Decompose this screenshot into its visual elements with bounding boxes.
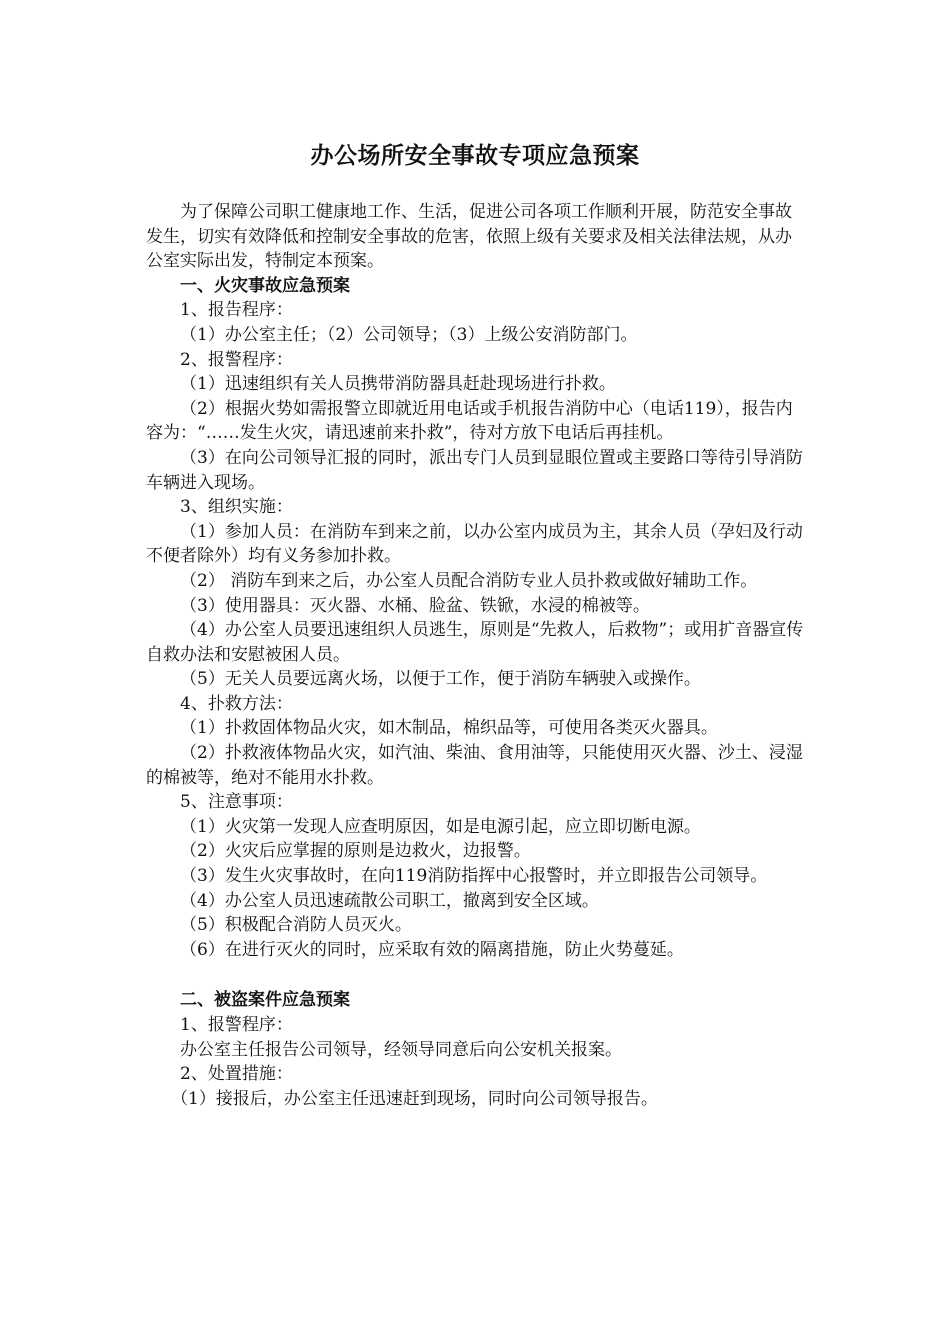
document-paragraph: 5、注意事项： — [180, 792, 293, 813]
document-paragraph: （6）在进行灭火的同时，应采取有效的隔离措施，防止火势蔓延。 — [180, 939, 684, 960]
document-paragraph: 1、报告程序： — [180, 300, 293, 321]
document-body — [146, 200, 806, 1111]
document-paragraph: （3）在向公司领导汇报的同时，派出专门人员到显眼位置或主要路口等待引导消防车辆进入现场。 — [146, 447, 803, 493]
document-paragraph: （3）发生火灾事故时，在向119消防指挥中心报警时，并立即报告公司领导。 — [180, 866, 768, 887]
document-paragraph: （4）办公室人员迅速疏散公司职工，撤离到安全区域。 — [180, 890, 599, 911]
document-paragraph: （2） 消防车到来之后，办公室人员配合消防专业人员扑救或做好辅助工作。 — [180, 570, 758, 591]
document-paragraph: 2、报警程序： — [180, 349, 293, 370]
document-paragraph: （1）接报后，办公室主任迅速赶到现场，同时向公司领导报告。 — [171, 1088, 658, 1109]
document-paragraph: （1）扑救固体物品火灾，如木制品，棉织品等，可使用各类灭火器具。 — [180, 718, 718, 739]
document-paragraph: （2）扑救液体物品火灾，如汽油、柴油、食用油等，只能使用灭火器、沙土、浸湿的棉被等，绝对不能用水扑救。 — [146, 743, 803, 788]
document-paragraph: （2）火灾后应掌握的原则是边救火，边报警。 — [180, 841, 531, 862]
document-paragraph: 2、处置措施： — [180, 1064, 293, 1085]
document-paragraph: 4、扑救方法： — [180, 693, 293, 714]
document-paragraph: （2）根据火势如需报警立即就近用电话或手机报告消防中心（电话119），报告内容为：“……发生火灾，请迅速前来扑救”，待对方放下电话后再挂机。 — [146, 398, 793, 444]
document-paragraph: 办公室主任报告公司领导，经领导同意后向公安机关报案。 — [180, 1039, 622, 1060]
document-paragraph: 1、报警程序： — [180, 1015, 293, 1035]
document-paragraph: 3、组织实施： — [180, 497, 293, 518]
section-heading: 一、火灾事故应急预案 — [180, 275, 350, 296]
document-paragraph: （5）积极配合消防人员灭火。 — [180, 915, 412, 936]
document-paragraph: （4）办公室人员要迅速组织人员逃生，原则是“先救人，后救物”；或用扩音器宣传自救办法和安慰被困人员。 — [146, 620, 804, 665]
section-heading: 二、被盗案件应急预案 — [180, 990, 350, 1011]
document-title: 办公场所安全事故专项应急预案 — [310, 142, 640, 169]
document-paragraph: （1）火灾第一发现人应查明原因，如是电源引起，应立即切断电源。 — [180, 816, 701, 837]
document-paragraph: （1）迅速组织有关人员携带消防器具赶赴现场进行扑救。 — [180, 374, 616, 395]
document-paragraph: （1）办公室主任；（2）公司领导；（3）上级公安消防部门。 — [180, 324, 638, 345]
document-paragraph: （5）无关人员要远离火场，以便于工作，便于消防车辆驶入或操作。 — [180, 669, 701, 690]
document-paragraph: 为了保障公司职工健康地工作、生活，促进公司各项工作顺利开展，防范安全事故发生，切实有效降低和控制安全事故的危害，依照上级有关要求及相关法律法规，从办公室实际出发，特制定本预案。 — [146, 202, 792, 272]
document-paragraph: （1）参加人员：在消防车到来之前，以办公室内成员为主，其余人员（孕妇及行动不便者除外）均有义务参加扑救。 — [146, 521, 803, 567]
document-paragraph: （3）使用器具：灭火器、水桶、脸盆、铁锨，水浸的棉被等。 — [180, 595, 650, 616]
